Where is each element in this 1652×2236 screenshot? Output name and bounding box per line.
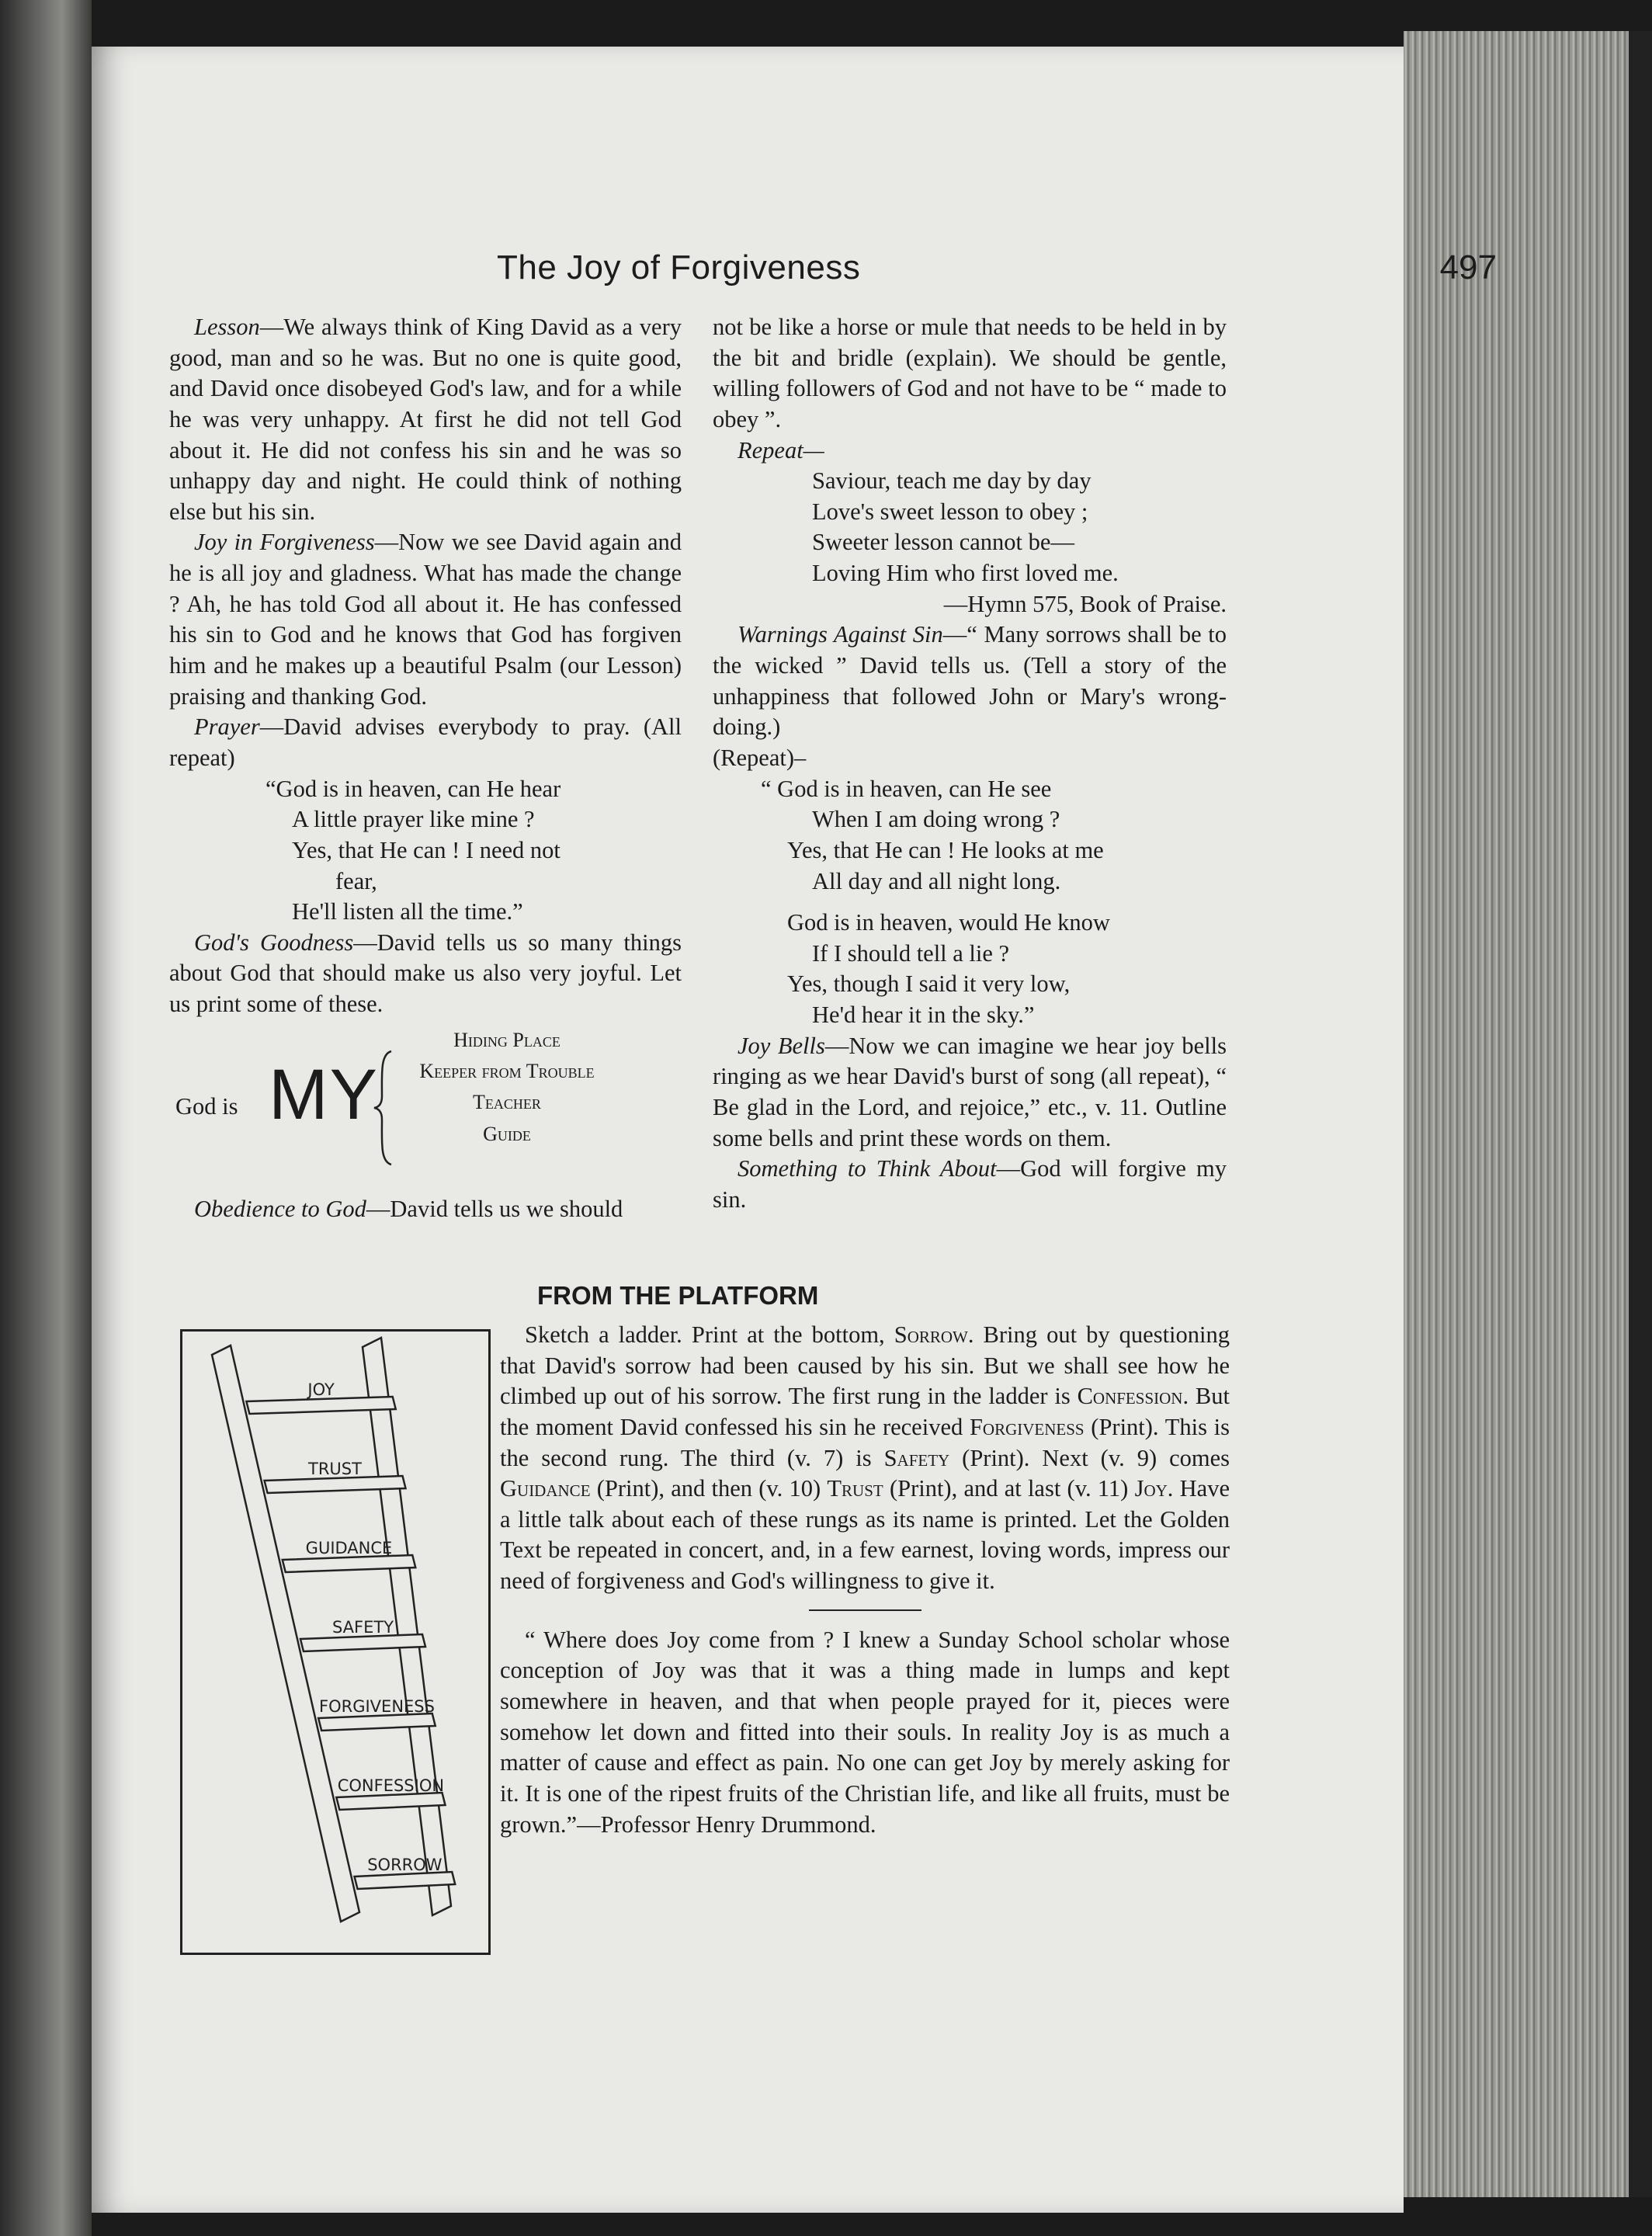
- verse-line: When I am doing wrong ?: [812, 806, 1060, 833]
- platform-text-run: (Print), and then (v. 10): [590, 1475, 828, 1502]
- hymn-citation: —Hymn 575, Book of Praise.: [943, 590, 1227, 617]
- ladder-rung-label: JOY: [307, 1380, 335, 1399]
- platform-text-run: Sketch a ladder. Print at the bottom,: [525, 1321, 894, 1348]
- paragraph-joy-bells: [713, 1031, 1227, 1154]
- lead-lesson: Lesson: [194, 314, 260, 340]
- repeat-label: [713, 436, 1227, 467]
- platform-text-run: . But the moment David confessed his sin he received: [500, 1383, 1230, 1440]
- verse-prayer: [169, 774, 682, 928]
- body-gods-goodness: —David tells us so many things about God that should make us also very joyful. Let us print some of these.: [169, 929, 682, 1018]
- verse-line: Loving Him who first loved me.: [812, 560, 1119, 587]
- paragraph-warnings: [713, 620, 1227, 743]
- left-brace-icon: [373, 1050, 396, 1166]
- platform-heading: FROM THE PLATFORM: [537, 1281, 819, 1310]
- word-forgiveness: Forgiveness: [969, 1413, 1085, 1440]
- verse-line: Saviour, teach me day by day: [812, 467, 1092, 495]
- verse-line: Sweeter lesson cannot be—: [812, 529, 1074, 556]
- lead-warnings: Warnings Against Sin: [738, 621, 943, 648]
- ladder-drawing: [182, 1332, 488, 1953]
- lead-think-about: Something to Think About: [738, 1155, 997, 1182]
- verse-line: “God is in heaven, can He hear: [266, 775, 561, 802]
- paragraph-obedience-cont: not be like a horse or mule that needs to be held in by the bit and bridle (explain). We should be gentle, willing followers of God and not have to be “ made to obey ”.: [713, 314, 1227, 432]
- verse-line: Yes, that He can ! I need not: [292, 836, 560, 863]
- verse-line: If I should tell a lie ?: [812, 939, 1010, 967]
- lead-joy-bells: Joy Bells: [738, 1032, 825, 1059]
- body-obedience: —David tells us we should: [366, 1195, 623, 1222]
- right-column: [713, 312, 1227, 1216]
- fore-edge-shadow: [1629, 31, 1652, 2197]
- god-is-item: Teacher: [473, 1091, 541, 1114]
- paragraph-prayer: [169, 712, 682, 773]
- paragraph-think-about: [713, 1154, 1227, 1215]
- verse-line: God is in heaven, would He know: [787, 909, 1110, 936]
- verse-hymn: [713, 466, 1227, 589]
- running-title: The Joy of Forgiveness: [497, 248, 861, 286]
- verse-line: “ God is in heaven, can He see: [761, 775, 1052, 802]
- drummond-quote: “ Where does Joy come from ? I knew a Sunday School scholar whose conception of Joy was that it was a thing made in lumps and kept somewhere in heaven, and that when people prayed for it, pieces were somehow let down and fitted into their souls. In reality Joy is as much a matter of cause and effect as pain. No one can get Joy by merely asking for it. It is one of the ripest fruits of the Christian life, and like all fruits, must be grown.”—Professor Henry Drummond.: [500, 1626, 1230, 1838]
- god-is-item: Hiding Place: [453, 1028, 560, 1051]
- word-trust: Trust: [827, 1475, 883, 1502]
- section-divider: [809, 1609, 921, 1611]
- word-confession: Confession: [1077, 1383, 1183, 1410]
- ladder-rung-label: SAFETY: [331, 1618, 394, 1637]
- repeat-label-text: Repeat—: [738, 436, 824, 464]
- body-joy-in-forgiveness: —Now we see David again and he is all joy and gladness. What has made the change ? Ah, he has told God all about it. He has confessed his sin to God and he knows that God has forgiven him and he makes up a beautiful Psalm (our Lesson) praising and thanking God.: [169, 529, 682, 710]
- verse-god-sees: [713, 774, 1227, 1031]
- god-is-label: God is: [175, 1092, 238, 1120]
- body-think-about: —God will forgive my sin.: [713, 1155, 1227, 1213]
- god-is-item: Guide: [483, 1122, 531, 1145]
- platform-text-run: (Print), and at last (v. 11): [883, 1475, 1135, 1502]
- paragraph-obedience: [169, 1194, 682, 1225]
- lead-obedience: Obedience to God: [194, 1195, 366, 1222]
- body-lesson: —We always think of King David as a very good, man and so he was. But no one is quite good, and David once disobeyed God's law, and for a while he was very unhappy. At first he did not tell God about it. He did not confess his sin and he was so unhappy day and night. He could think of nothing else but his sin.: [169, 314, 682, 525]
- platform-text-run: . Have a little talk about each of these rungs as its name is printed. Let the Golden Text be repeated in concert, and, in a few earnest, loving words, impress our need of forgiveness and God's willingness to give it.: [500, 1475, 1230, 1595]
- verse-line: fear,: [335, 867, 377, 894]
- ladder-rung-label: GUIDANCE: [305, 1539, 393, 1557]
- left-column: [169, 312, 682, 1224]
- lead-prayer: Prayer: [194, 714, 260, 741]
- god-is-my-diagram: [169, 1025, 682, 1188]
- platform-text-run: (Print). This is the second rung. The third (v. 7) is: [500, 1413, 1230, 1471]
- body-joy-bells: —Now we can imagine we hear joy bells ringing as we hear David's burst of song (all repeat), “ Be glad in the Lord, and rejoice,” etc., v. 11. Outline some bells and print these words on them.: [713, 1032, 1227, 1151]
- word-safety: Safety: [883, 1444, 950, 1471]
- platform-text: [500, 1320, 1230, 1840]
- paragraph-joy-in-forgiveness: [169, 527, 682, 712]
- word-sorrow: Sorrow: [894, 1321, 968, 1348]
- from-the-platform-section: [180, 1273, 1228, 1988]
- god-is-list: [394, 1025, 620, 1150]
- word-guidance: Guidance: [500, 1475, 591, 1502]
- verse-line: Yes, though I said it very low,: [787, 970, 1071, 998]
- verse-line: He'll listen all the time.”: [292, 898, 523, 925]
- body-warnings: —“ Many sorrows shall be to the wicked ” David tells us. (Tell a story of the unhappiness that followed John or Mary's wrong-doing.): [713, 621, 1227, 741]
- verse-line: Yes, that He can ! He looks at me: [787, 836, 1104, 863]
- verse-line: Love's sweet lesson to obey ;: [812, 498, 1088, 525]
- god-is-item: Keeper from Trouble: [419, 1060, 595, 1083]
- platform-text-run: (Print). Next (v. 9) comes: [949, 1444, 1230, 1471]
- body-prayer: —David advises everybody to pray. (All repeat): [169, 714, 682, 771]
- left-page-edge: [0, 0, 92, 2236]
- repeat2-label: (Repeat)–: [713, 744, 807, 771]
- page-number: 497: [1439, 248, 1497, 286]
- word-joy: Joy: [1134, 1475, 1168, 1502]
- page-fore-edge: [1404, 31, 1629, 2197]
- ladder-rung-label: FORGIVENESS: [319, 1697, 435, 1716]
- paragraph-lesson: [169, 312, 682, 527]
- ladder-rung-label: TRUST: [308, 1460, 362, 1478]
- ladder-illustration: [180, 1329, 491, 1955]
- running-head: [497, 248, 1497, 295]
- ladder-rung-label: CONFESSION: [337, 1776, 445, 1795]
- verse-line: He'd hear it in the sky.”: [812, 1002, 1035, 1029]
- paragraph-gods-goodness: [169, 928, 682, 1020]
- verse-line: All day and all night long.: [812, 867, 1061, 894]
- god-is-my: MY: [269, 1054, 379, 1134]
- lead-joy-in-forgiveness: Joy in Forgiveness: [194, 529, 375, 556]
- ladder-rung-label: SORROW: [367, 1856, 442, 1874]
- platform-paragraph: [500, 1320, 1230, 1597]
- lead-gods-goodness: God's Goodness: [194, 929, 354, 956]
- platform-text-run: . Bring out by questioning that David's sorrow had been caused by his sin. But we shall see how he climbed up out of his sorrow. The first rung in the ladder is: [500, 1321, 1230, 1410]
- verse-line: A little prayer like mine ?: [292, 806, 535, 833]
